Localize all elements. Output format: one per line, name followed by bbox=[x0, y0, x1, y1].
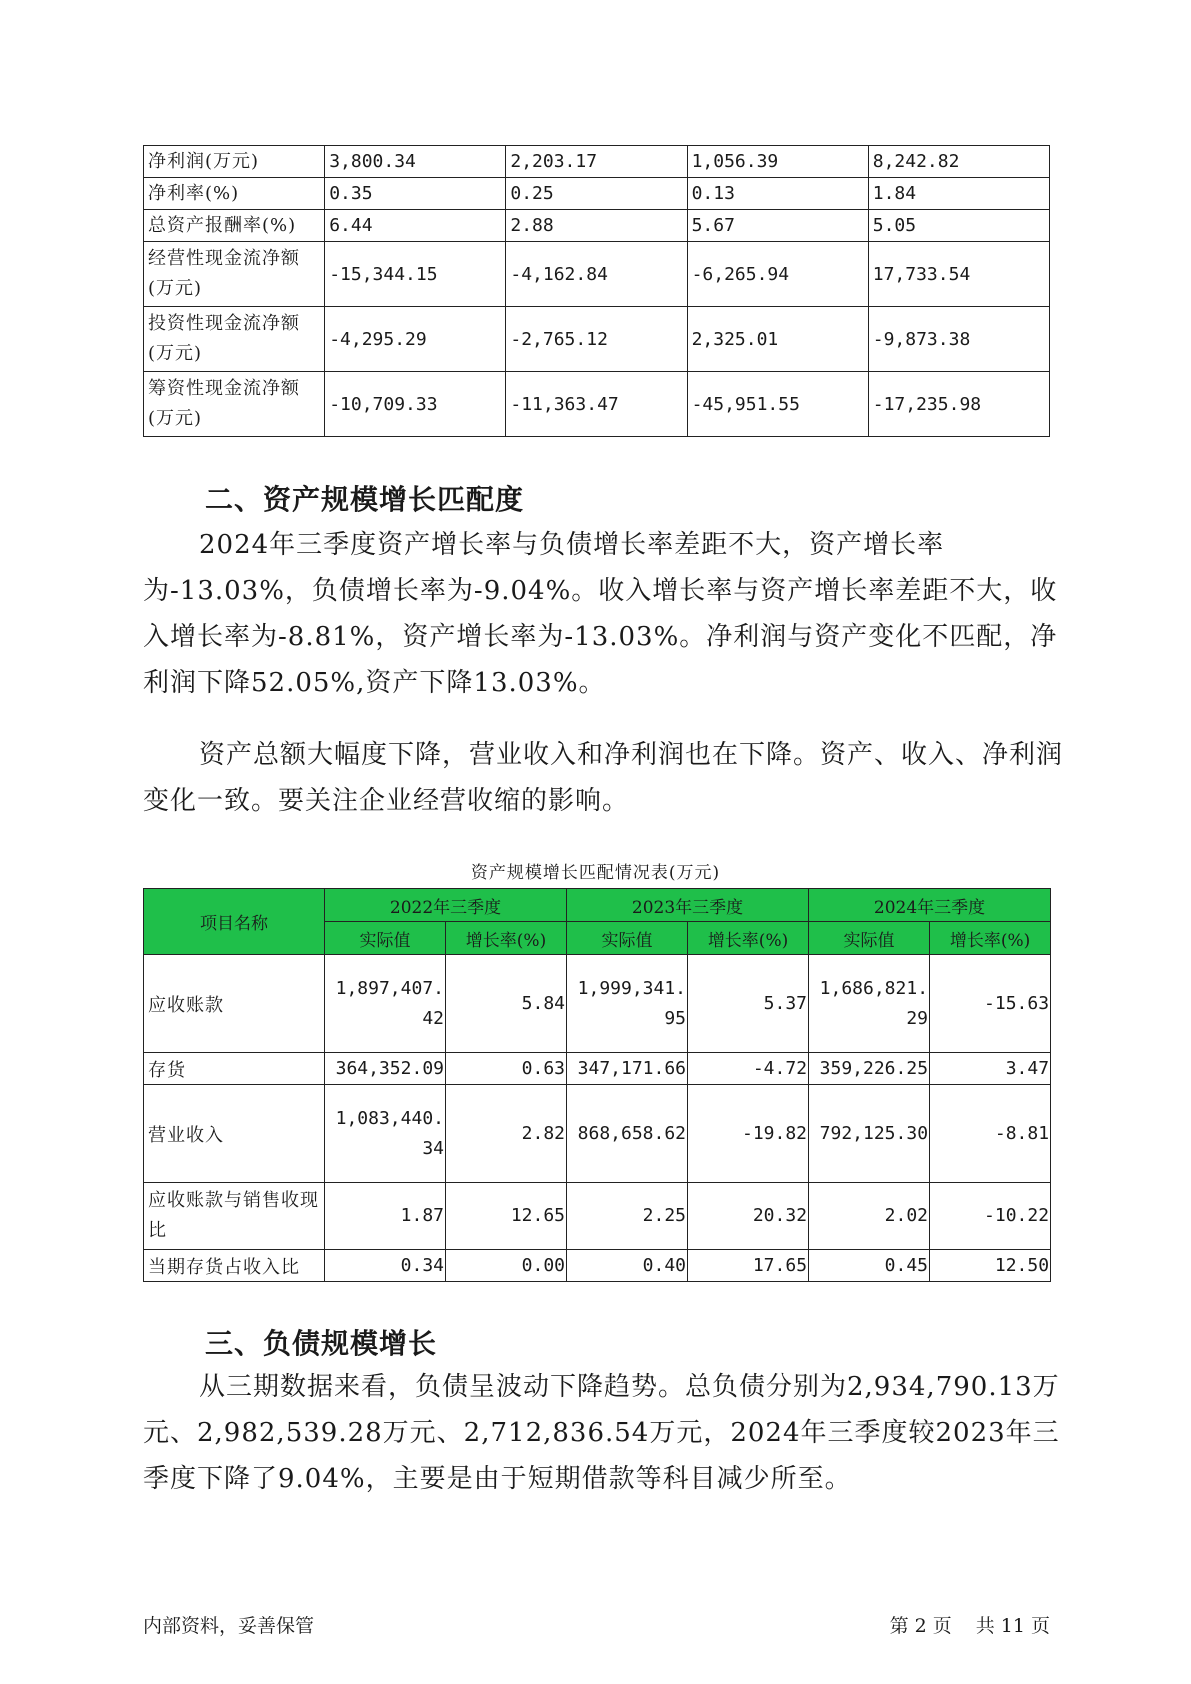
cell-value: 359,226.25 bbox=[809, 1053, 930, 1085]
cell-value: -9,873.38 bbox=[868, 307, 1049, 372]
cell-value: 1.84 bbox=[868, 178, 1049, 210]
table-row bbox=[144, 242, 1050, 307]
footer-confidential-note: 内部资料，妥善保管 bbox=[143, 1615, 315, 1637]
page-prefix: 第 bbox=[889, 1615, 909, 1637]
cell-value: -11,363.47 bbox=[506, 372, 687, 437]
cell-value: 0.45 bbox=[809, 1250, 930, 1282]
column-header-growth: 增长率(%) bbox=[930, 922, 1051, 955]
body-paragraph: 资产总额大幅度下降，营业收入和净利润也在下降。资产、收入、净利润变化一致。要关注企业经营收缩的影响。 bbox=[143, 740, 1064, 816]
table-caption: 资产规模增长匹配情况表(万元) bbox=[470, 863, 721, 883]
column-header-period: 2022年三季度 bbox=[325, 889, 567, 922]
column-header-period: 2023年三季度 bbox=[567, 889, 809, 922]
cell-value: 0.25 bbox=[506, 178, 687, 210]
header-row bbox=[144, 889, 1051, 922]
cell-value: 2,203.17 bbox=[506, 146, 687, 178]
column-header-actual: 实际值 bbox=[809, 922, 930, 955]
cell-value: 0.63 bbox=[446, 1053, 567, 1085]
column-header-item: 项目名称 bbox=[144, 889, 325, 955]
row-label: 营业收入 bbox=[144, 1085, 325, 1183]
row-label: 存货 bbox=[144, 1053, 325, 1085]
row-label: 投资性现金流净额(万元) bbox=[144, 307, 325, 372]
cell-value: 5.67 bbox=[687, 210, 868, 242]
cell-value: -10.22 bbox=[930, 1183, 1051, 1250]
column-header-growth: 增长率(%) bbox=[446, 922, 567, 955]
section-heading: 二、资产规模增长匹配度 bbox=[205, 483, 525, 516]
row-label: 应收账款 bbox=[144, 955, 325, 1053]
cell-value: 17.65 bbox=[688, 1250, 809, 1282]
row-label: 净利率(%) bbox=[144, 178, 325, 210]
footer-page-info bbox=[884, 1611, 1050, 1638]
cell-value: 2.02 bbox=[809, 1183, 930, 1250]
table-row bbox=[144, 178, 1050, 210]
table-row bbox=[144, 955, 1051, 1053]
cell-value: 868,658.62 bbox=[567, 1085, 688, 1183]
cell-value: 0.35 bbox=[325, 178, 506, 210]
cell-value: 1,999,341.95 bbox=[567, 955, 688, 1053]
table-row bbox=[144, 1085, 1051, 1183]
cell-value: -4.72 bbox=[688, 1053, 809, 1085]
cell-value: 5.84 bbox=[446, 955, 567, 1053]
cell-value: 2.82 bbox=[446, 1085, 567, 1183]
total-pages: 11 bbox=[1000, 1615, 1025, 1637]
cell-value: 12.65 bbox=[446, 1183, 567, 1250]
cell-value: 1,083,440.34 bbox=[325, 1085, 446, 1183]
column-header-actual: 实际值 bbox=[325, 922, 446, 955]
cell-value: 2.88 bbox=[506, 210, 687, 242]
cell-value: 347,171.66 bbox=[567, 1053, 688, 1085]
cell-value: 12.50 bbox=[930, 1250, 1051, 1282]
row-label: 应收账款与销售收现比 bbox=[144, 1183, 325, 1250]
cell-value: 0.00 bbox=[446, 1250, 567, 1282]
cell-value: 1,897,407.42 bbox=[325, 955, 446, 1053]
row-label: 当期存货占收入比 bbox=[144, 1250, 325, 1282]
cell-value: 2,325.01 bbox=[687, 307, 868, 372]
body-paragraph: 2024年三季度资产增长率与负债增长率差距不大，资产增长率为-13.03%，负债增长率为-9.04%。收入增长率与资产增长率差距不大，收入增长率为-8.81%，资产增长率为-13.03%。净利润与资产变化不匹配，净利润下降52.05%,资产下降13.03%。 bbox=[143, 530, 1058, 698]
page-unit: 页 bbox=[932, 1615, 952, 1637]
asset-growth-match-table bbox=[143, 888, 1051, 1282]
cell-value: 5.05 bbox=[868, 210, 1049, 242]
table-row bbox=[144, 210, 1050, 242]
table-row bbox=[144, 1053, 1051, 1085]
cell-value: -4,162.84 bbox=[506, 242, 687, 307]
column-header-growth: 增长率(%) bbox=[688, 922, 809, 955]
section-heading: 三、负债规模增长 bbox=[205, 1327, 438, 1360]
body-paragraph: 从三期数据来看，负债呈波动下降趋势。总负债分别为2,934,790.13万元、2,982,539.28万元、2,712,836.54万元，2024年三季度较2023年三季度下降了9.04%，主要是由于短期借款等科目减少所至。 bbox=[143, 1372, 1060, 1494]
row-label: 总资产报酬率(%) bbox=[144, 210, 325, 242]
cell-value: 3,800.34 bbox=[325, 146, 506, 178]
column-header-actual: 实际值 bbox=[567, 922, 688, 955]
cell-value: 0.13 bbox=[687, 178, 868, 210]
cell-value: 20.32 bbox=[688, 1183, 809, 1250]
cell-value: 1,056.39 bbox=[687, 146, 868, 178]
cell-value: -10,709.33 bbox=[325, 372, 506, 437]
row-label: 筹资性现金流净额(万元) bbox=[144, 372, 325, 437]
cell-value: -2,765.12 bbox=[506, 307, 687, 372]
cell-value: 1.87 bbox=[325, 1183, 446, 1250]
cell-value: -19.82 bbox=[688, 1085, 809, 1183]
table-row bbox=[144, 372, 1050, 437]
cell-value: 1,686,821.29 bbox=[809, 955, 930, 1053]
table-row bbox=[144, 146, 1050, 178]
column-header-period: 2024年三季度 bbox=[809, 889, 1051, 922]
cell-value: 0.34 bbox=[325, 1250, 446, 1282]
total-unit: 页 bbox=[1030, 1615, 1050, 1637]
cell-value: 8,242.82 bbox=[868, 146, 1049, 178]
cell-value: -45,951.55 bbox=[687, 372, 868, 437]
table-row bbox=[144, 1183, 1051, 1250]
cell-value: 2.25 bbox=[567, 1183, 688, 1250]
page-number: 2 bbox=[914, 1615, 927, 1637]
cell-value: -4,295.29 bbox=[325, 307, 506, 372]
cell-value: -15,344.15 bbox=[325, 242, 506, 307]
cell-value: -6,265.94 bbox=[687, 242, 868, 307]
cell-value: 792,125.30 bbox=[809, 1085, 930, 1183]
table-row bbox=[144, 1250, 1051, 1282]
cell-value: -8.81 bbox=[930, 1085, 1051, 1183]
cell-value: 17,733.54 bbox=[868, 242, 1049, 307]
cell-value: -17,235.98 bbox=[868, 372, 1049, 437]
cell-value: 6.44 bbox=[325, 210, 506, 242]
cell-value: 5.37 bbox=[688, 955, 809, 1053]
row-label: 净利润(万元) bbox=[144, 146, 325, 178]
total-prefix: 共 bbox=[975, 1615, 995, 1637]
table-row bbox=[144, 307, 1050, 372]
cell-value: -15.63 bbox=[930, 955, 1051, 1053]
financial-summary-table bbox=[143, 145, 1050, 437]
cell-value: 0.40 bbox=[567, 1250, 688, 1282]
row-label: 经营性现金流净额(万元) bbox=[144, 242, 325, 307]
cell-value: 3.47 bbox=[930, 1053, 1051, 1085]
cell-value: 364,352.09 bbox=[325, 1053, 446, 1085]
